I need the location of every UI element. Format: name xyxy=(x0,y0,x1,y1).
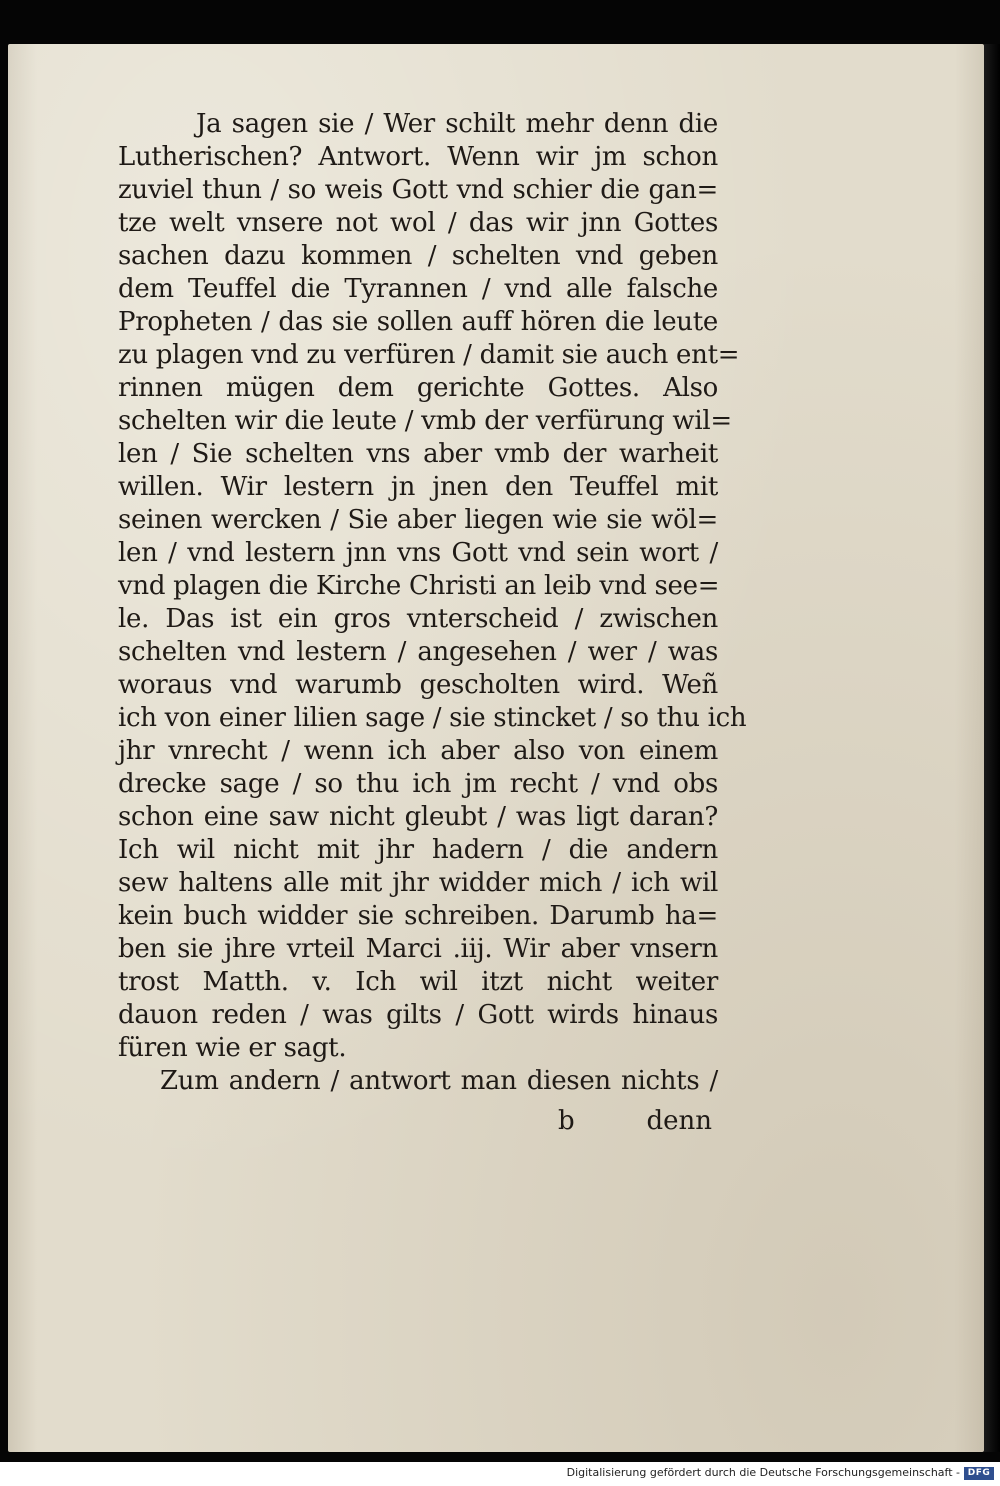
text-line: schon eine saw nicht gleubt / was ligt daran? xyxy=(118,802,718,832)
dfg-logo-icon: DFG xyxy=(964,1467,994,1480)
text-line: vnd plagen die Kirche Christi an leib vnd see= xyxy=(118,571,720,601)
footer-bar xyxy=(0,1462,1000,1486)
page-edge-shadow xyxy=(984,44,1000,1452)
text-line: woraus vnd warumb gescholten wird. Weñ xyxy=(118,670,718,700)
text-line: ich von einer lilien sage / sie stincket / so thu ich xyxy=(118,703,747,733)
text-line: trost Matth. v. Ich wil itzt nicht weiter xyxy=(118,967,718,997)
text-line: schelten wir die leute / vmb der verfürung wil= xyxy=(118,406,732,436)
text-line: rinnen mügen dem gerichte Gottes. Also xyxy=(118,373,718,403)
text-line: Propheten / das sie sollen auff hören die leute xyxy=(118,307,718,337)
text-line: zuviel thun / so weis Gott vnd schier die gan= xyxy=(118,175,718,205)
text-line: Lutherischen? Antwort. Wenn wir jm schon xyxy=(118,142,718,172)
text-line: zu plagen vnd zu verfüren / damit sie auch ent= xyxy=(118,340,740,370)
signature-mark: b xyxy=(558,1106,575,1136)
text-line: Ich wil nicht mit jhr hadern / die andern xyxy=(118,835,718,865)
text-line: le. Das ist ein gros vnterscheid / zwischen xyxy=(118,604,718,634)
text-line: dauon reden / was gilts / Gott wirds hinaus xyxy=(118,1000,718,1030)
text-line: ben sie jhre vrteil Marci .iij. Wir aber vnsern xyxy=(118,934,718,964)
text-line: Ja sagen sie / Wer schilt mehr denn die xyxy=(196,109,718,139)
text-line: willen. Wir lestern jn jnen den Teuffel mit xyxy=(118,472,718,502)
text-line: jhr vnrecht / wenn ich aber also von einem xyxy=(118,736,718,766)
text-line: seinen wercken / Sie aber liegen wie sie wöl= xyxy=(118,505,718,535)
funding-credit: Digitalisierung gefördert durch die Deutsche Forschungsgemeinschaft - xyxy=(566,1466,960,1479)
text-line: füren wie er sagt. xyxy=(118,1033,347,1063)
text-line: sew haltens alle mit jhr widder mich / ich wil xyxy=(118,868,718,898)
text-line: Zum andern / antwort man diesen nichts / xyxy=(160,1066,718,1096)
text-line: len / vnd lestern jnn vns Gott vnd sein wort / xyxy=(118,538,718,568)
text-line: len / Sie schelten vns aber vmb der warheit xyxy=(118,439,718,469)
text-line: sachen dazu kommen / schelten vnd geben xyxy=(118,241,718,271)
text-block xyxy=(118,108,747,1098)
text-line: drecke sage / so thu ich jm recht / vnd obs xyxy=(118,769,718,799)
catchword: denn xyxy=(646,1106,712,1136)
text-line: schelten vnd lestern / angesehen / wer / was xyxy=(118,637,718,667)
signature-catchword-row xyxy=(118,1106,718,1139)
text-line: dem Teuffel die Tyrannen / vnd alle falsche xyxy=(118,274,718,304)
text-line: tze welt vnsere not wol / das wir jnn Gottes xyxy=(118,208,718,238)
text-line: kein buch widder sie schreiben. Darumb ha= xyxy=(118,901,718,931)
